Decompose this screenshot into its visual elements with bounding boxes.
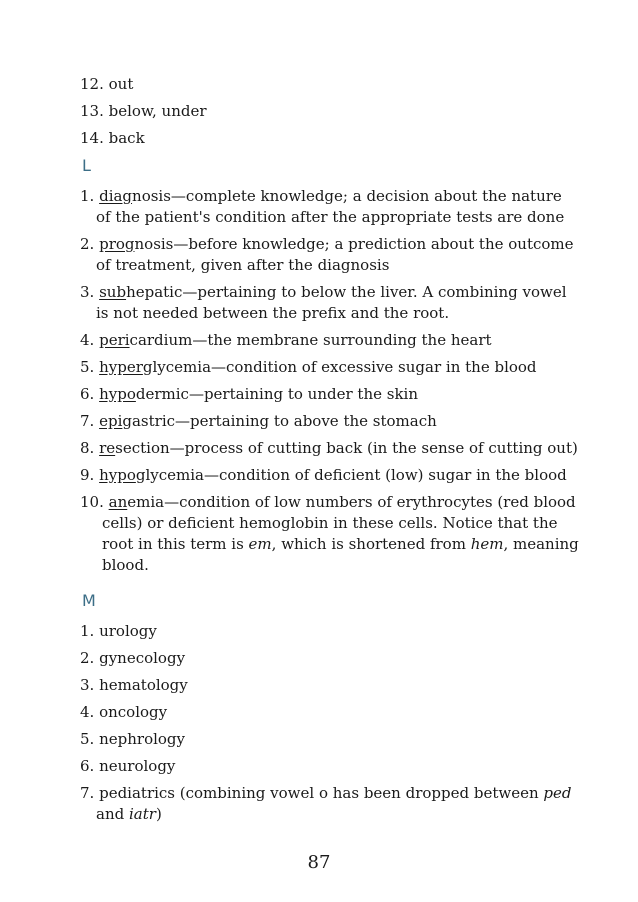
item-text: cardium—the membrane surrounding the heart (129, 331, 492, 349)
item-number: 2. (80, 235, 95, 253)
underlined-prefix: peri (99, 331, 130, 349)
item-text: neurology (99, 757, 176, 775)
item-text: , which is shortened from (271, 535, 471, 553)
list-item (80, 74, 580, 95)
item-number: 10. (80, 493, 104, 511)
answer-key-page (80, 74, 580, 831)
list-item (80, 783, 580, 825)
underlined-prefix: sub (99, 283, 127, 301)
item-text: oncology (99, 703, 168, 721)
item-number: 8. (80, 439, 95, 457)
item-number: 6. (80, 385, 95, 403)
item-number: 3. (80, 676, 95, 694)
top-list (80, 74, 580, 149)
section-heading-m: M (82, 591, 96, 610)
underlined-prefix: hypo (99, 385, 136, 403)
item-number: 5. (80, 730, 95, 748)
underlined-prefix: re (99, 439, 116, 457)
list-item (80, 101, 580, 122)
item-text: glycemia—condition of excessive sugar in the blood (142, 358, 537, 376)
item-text: nosis—before knowledge; a prediction about the outcome of treatment, given after the diagnosis (96, 235, 574, 274)
list-item (80, 729, 580, 750)
list-item (80, 756, 580, 777)
underlined-prefix: an (108, 493, 128, 511)
item-number: 7. (80, 784, 95, 802)
italic-term: em (248, 535, 272, 553)
item-text: nosis—complete knowledge; a decision about the nature of the patient's condition after the appropriate tests are done (96, 187, 565, 226)
item-number: 6. (80, 757, 95, 775)
item-text: below, under (108, 102, 207, 120)
item-number: 7. (80, 412, 95, 430)
item-text: pediatrics (combining vowel o has been dropped between (99, 784, 544, 802)
item-text: gynecology (99, 649, 186, 667)
item-text: ) (155, 805, 162, 823)
list-item (80, 411, 580, 432)
item-number: 14. (80, 129, 104, 147)
list-item (80, 128, 580, 149)
item-number: 12. (80, 75, 104, 93)
list-item (80, 465, 580, 486)
item-number: 4. (80, 331, 95, 349)
item-number: 5. (80, 358, 95, 376)
item-text: dermic—pertaining to under the skin (135, 385, 418, 403)
item-number: 9. (80, 466, 95, 484)
item-text: nephrology (99, 730, 185, 748)
item-number: 1. (80, 622, 95, 640)
italic-term: hem (470, 535, 504, 553)
item-text: emia—condition of low numbers of erythrocytes (red blood cells) or deficient hemoglobin in these cells. Notice that the root in this term is (102, 493, 576, 553)
item-text: hematology (99, 676, 188, 694)
item-text: section—process of cutting back (in the sense of cutting out) (115, 439, 578, 457)
italic-term: ped (543, 784, 572, 802)
item-text: back (108, 129, 145, 147)
list-item (80, 675, 580, 696)
underlined-prefix: epi (99, 412, 123, 430)
underlined-prefix: hypo (99, 466, 136, 484)
section-m-list (80, 621, 580, 825)
item-number: 4. (80, 703, 95, 721)
item-text: and (96, 805, 129, 823)
list-item (80, 234, 580, 276)
list-item (80, 282, 580, 324)
item-number: 13. (80, 102, 104, 120)
item-text: , meaning blood. (102, 535, 579, 574)
list-item (80, 648, 580, 669)
item-number: 3. (80, 283, 95, 301)
list-item (80, 702, 580, 723)
page-number: 87 (307, 852, 331, 873)
underlined-prefix: hyper (99, 358, 143, 376)
list-item (80, 384, 580, 405)
item-text: glycemia—condition of deficient (low) sugar in the blood (135, 466, 567, 484)
list-item (80, 330, 580, 351)
item-text: gastric—pertaining to above the stomach (122, 412, 437, 430)
list-item (80, 492, 580, 576)
list-item (80, 186, 580, 228)
item-text: hepatic—pertaining to below the liver. A combining vowel is not needed between the prefix and the root. (96, 283, 567, 322)
section-heading-l: L (82, 156, 91, 175)
underlined-prefix: diag (99, 187, 133, 205)
underlined-prefix: prog (99, 235, 135, 253)
list-item (80, 357, 580, 378)
item-number: 2. (80, 649, 95, 667)
list-item (80, 438, 580, 459)
item-number: 1. (80, 187, 95, 205)
item-text: urology (99, 622, 157, 640)
list-item (80, 621, 580, 642)
italic-term: iatr (128, 805, 156, 823)
item-text: out (108, 75, 134, 93)
section-l-list (80, 186, 580, 576)
